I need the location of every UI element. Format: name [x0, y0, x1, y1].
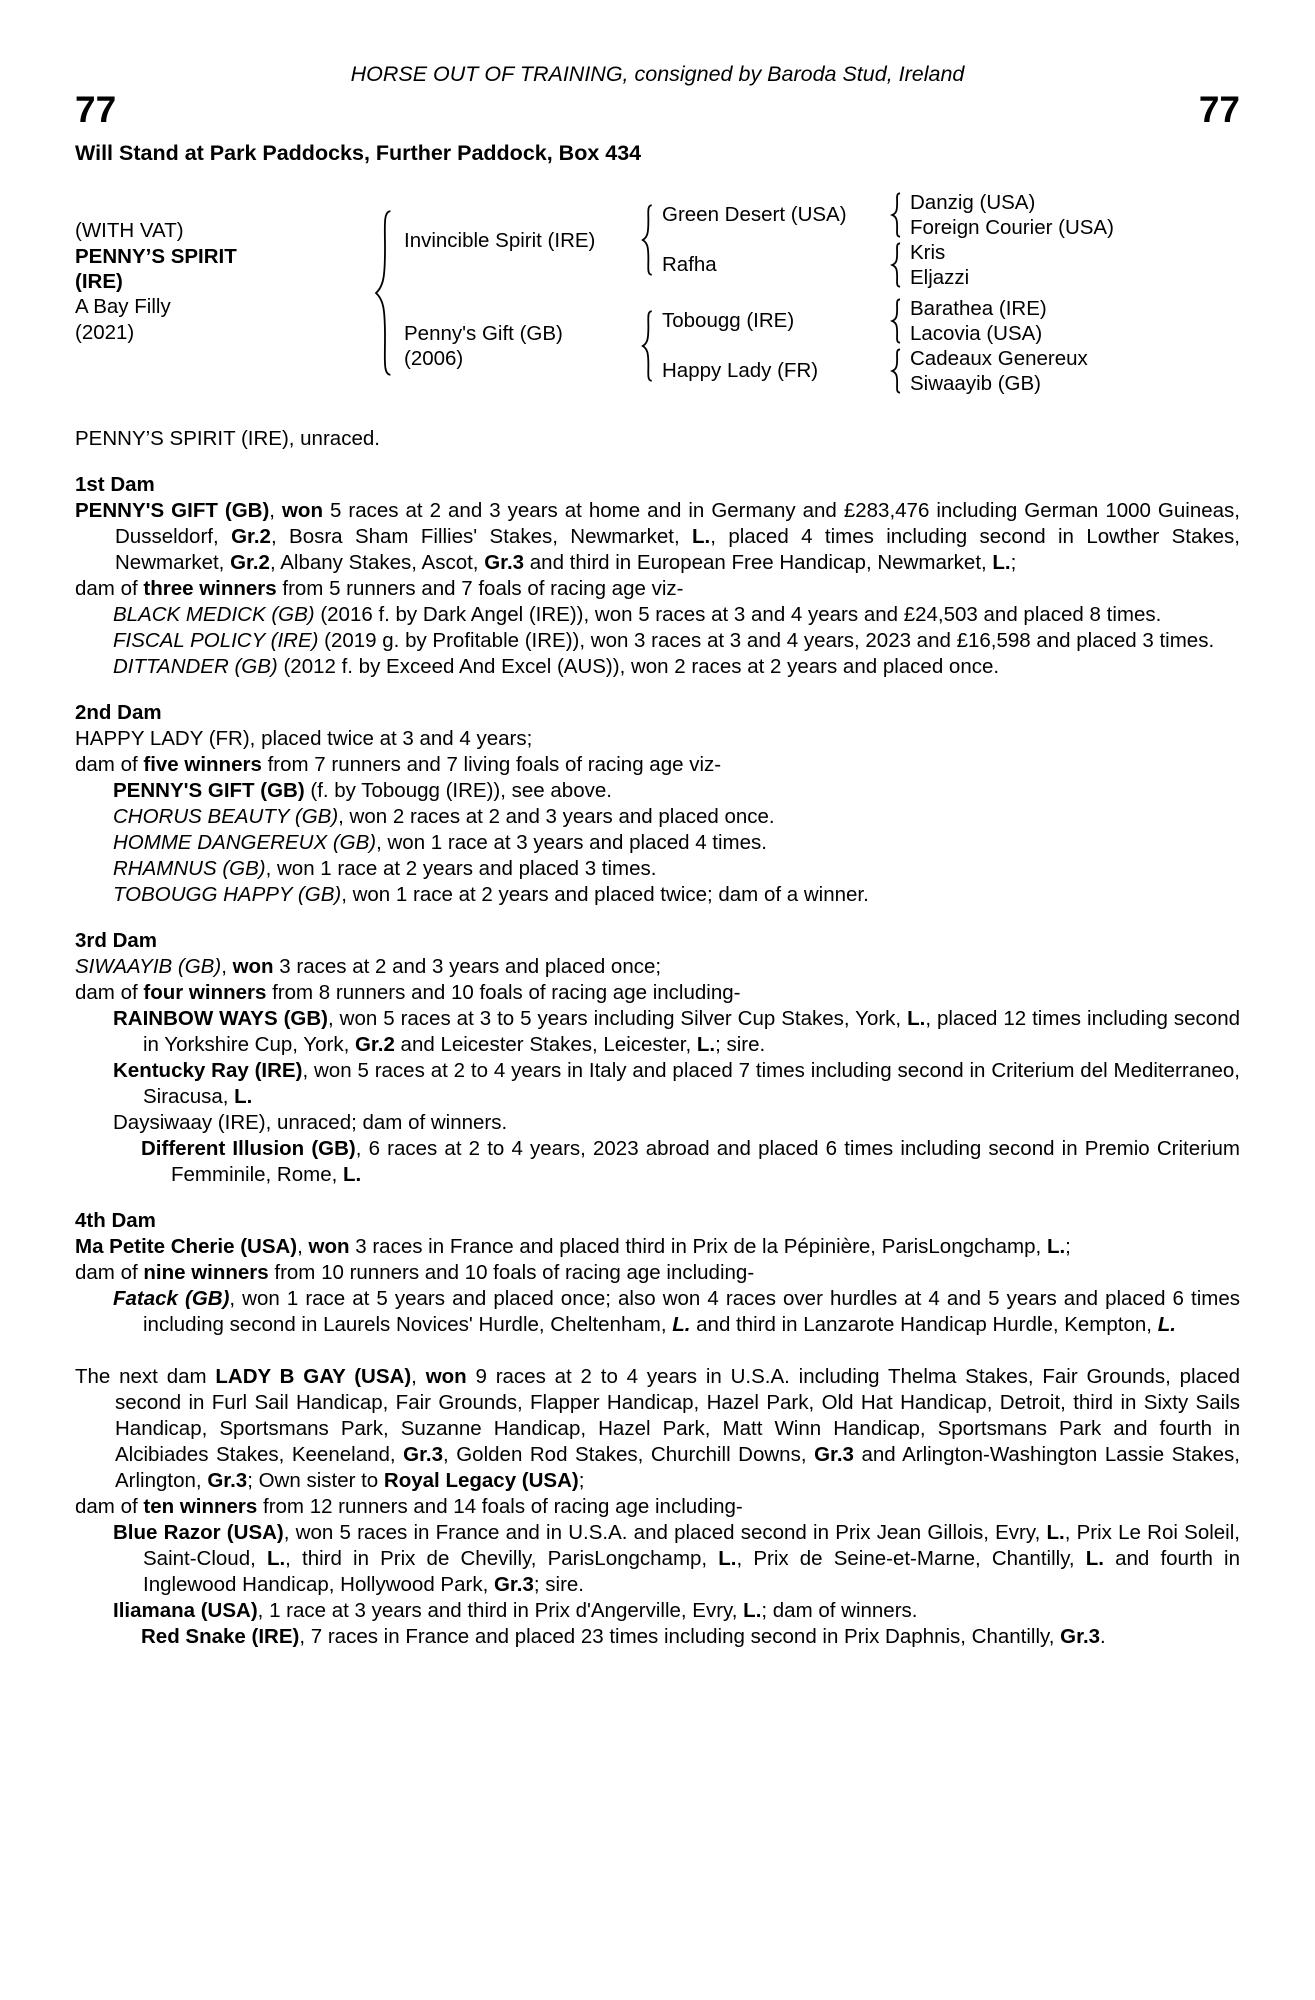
- section-heading: 1st Dam: [75, 473, 155, 496]
- text-segment: won: [281, 499, 323, 522]
- brace-icon: [370, 206, 394, 380]
- subject-name: PENNY’S SPIRIT: [75, 245, 237, 268]
- granddam-name: Rafha: [662, 253, 717, 276]
- text-segment: HAPPY LADY (FR), placed twice at 3 and 4 years;: [75, 727, 533, 750]
- great-grandparents: [902, 190, 1114, 240]
- stand-location: Will Stand at Park Paddocks, Further Paddock, Box 434: [75, 141, 642, 165]
- text-segment: Gr.2: [230, 551, 270, 574]
- text-segment: ,: [411, 1365, 426, 1388]
- dam-name-line: Penny's Gift (GB): [404, 322, 563, 345]
- catalogue-paragraph: [75, 1494, 1240, 1520]
- text-segment: ; dam of winners.: [761, 1599, 918, 1622]
- text-segment: won: [232, 955, 274, 978]
- text-segment: CHORUS BEAUTY (GB): [113, 805, 339, 828]
- text-segment: ,: [269, 499, 282, 522]
- dam-year-line: (2006): [404, 347, 464, 370]
- text-segment: BLACK MEDICK (GB): [113, 603, 315, 626]
- subject-description: A Bay Filly: [75, 295, 171, 318]
- text-segment: and Leicester Stakes, Leicester,: [394, 1033, 697, 1056]
- catalogue-paragraph: [75, 856, 1240, 882]
- catalogue-paragraph: [75, 1598, 1240, 1624]
- catalogue-paragraph: [75, 654, 1240, 680]
- text-segment: four winners: [143, 981, 267, 1004]
- granddam-block: [654, 346, 1240, 396]
- ancestor-name: Eljazzi: [910, 266, 970, 289]
- pedigree-parents: [394, 190, 1240, 396]
- text-segment: 3 races in France and placed third in Prix de la Pépinière, ParisLongchamp,: [349, 1235, 1047, 1258]
- text-segment: PENNY'S GIFT (GB): [75, 499, 270, 522]
- pedigree-subject: [75, 190, 370, 396]
- text-segment: , Golden Rod Stakes, Churchill Downs,: [443, 1443, 815, 1466]
- text-segment: Fatack (GB): [113, 1287, 230, 1310]
- text-segment: L.: [1046, 1521, 1065, 1544]
- ancestor-name: Foreign Courier (USA): [910, 216, 1114, 239]
- text-segment: dam of: [75, 981, 144, 1004]
- vat-note: (WITH VAT): [75, 219, 184, 242]
- text-segment: L.: [696, 1033, 716, 1056]
- brace-icon: [889, 242, 902, 288]
- text-segment: L.: [1085, 1547, 1104, 1570]
- catalogue-paragraph: [75, 1006, 1240, 1058]
- text-segment: ; sire.: [715, 1033, 766, 1056]
- catalogue-paragraph: [75, 602, 1240, 628]
- text-segment: (2019 g. by Profitable (IRE)), won 3 races at 3 and 4 years, 2023 and £16,598 and placed 3 times.: [318, 629, 1215, 652]
- text-segment: Red Snake (IRE): [141, 1625, 300, 1648]
- text-segment: ten winners: [143, 1495, 258, 1518]
- text-segment: Gr.3: [1060, 1625, 1101, 1648]
- text-segment: L.: [1046, 1235, 1066, 1258]
- text-segment: 5 races at 2 and 3 years at home and in Germany and £283,476 including German 1000 Guineas, Dusseldorf,: [115, 499, 1240, 548]
- text-segment: Gr.3: [403, 1443, 444, 1466]
- text-segment: ; Own sister to: [247, 1469, 384, 1492]
- text-segment: , won 1 race at 2 years and placed twice; dam of a winner.: [341, 883, 869, 906]
- text-segment: Daysiwaay (IRE), unraced; dam of winners.: [113, 1111, 508, 1134]
- catalogue-paragraph: [75, 1260, 1240, 1286]
- catalogue-paragraph: [75, 628, 1240, 654]
- great-grandparents: [902, 240, 969, 290]
- text-segment: L.: [743, 1599, 762, 1622]
- text-segment: , won 1 race at 5 years and placed once; also won 4 races over hurdles at 4 and 5 years and placed 6 times including second in Laurels Novices' Hurdle, Cheltenham,: [143, 1287, 1240, 1336]
- text-segment: Kentucky Ray (IRE): [113, 1059, 303, 1082]
- text-segment: (2012 f. by Exceed And Excel (AUS)), won 2 races at 2 years and placed once.: [277, 655, 1000, 678]
- catalogue-paragraph: [75, 576, 1240, 602]
- text-segment: L.: [692, 525, 711, 548]
- catalogue-paragraph: [75, 1520, 1240, 1598]
- text-segment: TOBOUGG HAPPY (GB): [113, 883, 342, 906]
- text-segment: ; sire.: [533, 1573, 584, 1596]
- text-segment: , Prix de Seine-et-Marne, Chantilly,: [736, 1547, 1086, 1570]
- dam-block: [394, 296, 1240, 396]
- text-segment: dam of: [75, 577, 144, 600]
- text-segment: ;: [1065, 1235, 1071, 1258]
- text-segment: , Albany Stakes, Ascot,: [269, 551, 485, 574]
- sire-grandparents: [654, 190, 1240, 290]
- text-segment: LADY B GAY (USA): [215, 1365, 412, 1388]
- text-segment: (2016 f. by Dark Angel (IRE)), won 5 races at 3 and 4 years and £24,503 and placed 8 times.: [314, 603, 1162, 626]
- brace-icon: [639, 203, 654, 277]
- text-segment: dam of: [75, 753, 144, 776]
- dam-sections-container: [75, 472, 1240, 1650]
- text-segment: , Bosra Sham Fillies' Stakes, Newmarket,: [270, 525, 693, 548]
- dam-section: [75, 472, 1240, 680]
- text-segment: PENNY'S GIFT (GB): [113, 779, 305, 802]
- text-segment: The next dam: [75, 1365, 216, 1388]
- text-segment: five winners: [143, 753, 262, 776]
- brace-icon: [889, 298, 902, 344]
- text-segment: .: [1100, 1625, 1106, 1648]
- grandsire-block: [654, 190, 1240, 240]
- text-segment: Gr.3: [207, 1469, 248, 1492]
- catalogue-paragraph: [75, 954, 1240, 980]
- text-segment: RHAMNUS (GB): [113, 857, 266, 880]
- dam-section: [75, 928, 1240, 1188]
- text-segment: , 7 races in France and placed 23 times including second in Prix Daphnis, Chantilly,: [299, 1625, 1061, 1648]
- text-segment: nine winners: [143, 1261, 269, 1284]
- text-segment: , placed 4 times including second in Lowther Stakes, Newmarket,: [115, 525, 1240, 574]
- ancestor-name: Barathea (IRE): [910, 297, 1047, 320]
- ancestor-name: Kris: [910, 241, 946, 264]
- text-segment: (f. by Tobougg (IRE)), see above.: [304, 779, 612, 802]
- catalogue-paragraph: [75, 1286, 1240, 1338]
- text-segment: L.: [1157, 1313, 1176, 1336]
- text-segment: Royal Legacy (USA): [383, 1469, 579, 1492]
- catalogue-paragraph: [75, 778, 1240, 804]
- text-segment: Ma Petite Cherie (USA): [75, 1235, 298, 1258]
- grandsire-name: Tobougg (IRE): [662, 309, 795, 332]
- text-segment: L.: [992, 551, 1011, 574]
- section-heading: 3rd Dam: [75, 929, 158, 952]
- catalogue-paragraph: [75, 1136, 1240, 1188]
- catalogue-paragraph: [75, 726, 1240, 752]
- pedigree-tree: [75, 190, 1240, 396]
- text-segment: from 7 runners and 7 living foals of racing age viz-: [261, 753, 722, 776]
- text-segment: and third in Lanzarote Handicap Hurdle, Kempton,: [690, 1313, 1158, 1336]
- text-segment: Blue Razor (USA): [113, 1521, 284, 1544]
- text-segment: won: [425, 1365, 467, 1388]
- text-segment: FISCAL POLICY (IRE): [113, 629, 319, 652]
- grandsire-block: [654, 296, 1240, 346]
- great-grandparents: [902, 346, 1088, 396]
- catalogue-paragraph: [75, 882, 1240, 908]
- text-segment: Iliamana (USA): [113, 1599, 258, 1622]
- text-segment: L.: [672, 1313, 691, 1336]
- text-segment: DITTANDER (GB): [113, 655, 278, 678]
- dam-name: [394, 321, 639, 371]
- catalogue-paragraph: [75, 1234, 1240, 1260]
- text-segment: , won 5 races at 2 to 4 years in Italy and placed 7 times including second in Criterium del Mediterraneo, Siracusa,: [143, 1059, 1241, 1108]
- granddam-name: Happy Lady (FR): [662, 359, 819, 382]
- text-segment: ,: [297, 1235, 309, 1258]
- ancestor-name: Siwaayib (GB): [910, 372, 1042, 395]
- subject-foal-year: (2021): [75, 321, 135, 344]
- text-segment: L.: [234, 1085, 253, 1108]
- catalogue-paragraph: [75, 1110, 1240, 1136]
- ancestor-name: Danzig (USA): [910, 191, 1036, 214]
- text-segment: and Arlington-Washington Lassie Stakes, Arlington,: [115, 1443, 1240, 1492]
- text-segment: Gr.2: [354, 1033, 395, 1056]
- text-segment: L.: [907, 1007, 926, 1030]
- text-segment: , won 5 races in France and in U.S.A. and placed second in Prix Jean Gillois, Evry,: [283, 1521, 1047, 1544]
- text-segment: , third in Prix de Chevilly, ParisLongchamp,: [285, 1547, 719, 1570]
- text-segment: , won 1 race at 2 years and placed 3 times.: [265, 857, 657, 880]
- section-heading: 4th Dam: [75, 1209, 156, 1232]
- catalogue-paragraph: [75, 1364, 1240, 1494]
- text-segment: , 1 race at 3 years and third in Prix d'Angerville, Evry,: [257, 1599, 744, 1622]
- great-grandparents: [902, 296, 1047, 346]
- text-segment: Different Illusion (GB): [141, 1137, 356, 1160]
- granddam-block: [654, 240, 1240, 290]
- text-segment: ;: [1010, 551, 1017, 574]
- brace-icon: [889, 348, 902, 394]
- lot-number-right: 77: [1198, 89, 1240, 130]
- text-segment: dam of: [75, 1495, 144, 1518]
- dam-section: [75, 1364, 1240, 1650]
- text-segment: from 5 runners and 7 foals of racing age viz-: [276, 577, 684, 600]
- text-segment: 3 races at 2 and 3 years and placed once;: [273, 955, 662, 978]
- catalogue-paragraph: [75, 804, 1240, 830]
- text-segment: , 6 races at 2 to 4 years, 2023 abroad and placed 6 times including second in Premio Criterium Femminile, Rome,: [171, 1137, 1240, 1186]
- sire-name: Invincible Spirit (IRE): [404, 228, 596, 252]
- text-segment: ;: [578, 1469, 585, 1492]
- text-segment: L.: [266, 1547, 286, 1570]
- text-segment: three winners: [143, 577, 277, 600]
- text-segment: , Prix Le Roi Soleil, Saint-Cloud,: [143, 1521, 1240, 1570]
- grandsire-name: Green Desert (USA): [662, 203, 847, 226]
- sire-block: [394, 190, 1240, 290]
- text-segment: from 10 runners and 10 foals of racing age including-: [268, 1261, 755, 1284]
- text-segment: , won 1 race at 3 years and placed 4 times.: [376, 831, 767, 854]
- text-segment: Gr.3: [493, 1573, 534, 1596]
- dam-grandparents: [654, 296, 1240, 396]
- catalogue-paragraph: [75, 752, 1240, 778]
- text-segment: L.: [343, 1163, 362, 1186]
- text-segment: ,: [221, 955, 233, 978]
- text-segment: 9 races at 2 to 4 years in U.S.A. including Thelma Stakes, Fair Grounds, placed second in Furl Sail Handicap, Fair Grounds, Flapper Handicap, Hazel Park, Old Hat Handicap, Detroit, third in Sixty Sails Handicap, Sportsmans Park, Suzanne Handicap, Hazel Park, Matt Winn Handicap, Sportsmans Park and fourth in Alcibiades Stakes, Keeneland,: [115, 1365, 1240, 1466]
- brace-icon: [889, 192, 902, 238]
- text-segment: Gr.3: [814, 1443, 854, 1466]
- text-segment: HOMME DANGEREUX (GB): [113, 831, 377, 854]
- catalogue-paragraph: [75, 1058, 1240, 1110]
- race-record: PENNY’S SPIRIT (IRE), unraced.: [75, 427, 380, 450]
- catalogue-paragraph: [75, 830, 1240, 856]
- section-heading: 2nd Dam: [75, 701, 162, 724]
- text-segment: from 12 runners and 14 foals of racing age including-: [257, 1495, 743, 1518]
- consignment-note: HORSE OUT OF TRAINING, consigned by Baroda Stud, Ireland: [350, 62, 965, 86]
- text-segment: RAINBOW WAYS (GB): [113, 1007, 329, 1030]
- text-segment: won: [308, 1235, 350, 1258]
- text-segment: and third in European Free Handicap, Newmarket,: [524, 551, 993, 574]
- text-segment: dam of: [75, 1261, 144, 1284]
- lot-number-left: 77: [75, 89, 117, 130]
- text-segment: , placed 12 times including second in Yorkshire Cup, York,: [143, 1007, 1240, 1056]
- text-segment: Gr.3: [484, 551, 525, 574]
- ancestor-name: Cadeaux Genereux: [910, 347, 1088, 370]
- text-segment: Gr.2: [231, 525, 271, 548]
- subject-name-suffix: (IRE): [75, 270, 123, 293]
- text-segment: L.: [718, 1547, 737, 1570]
- ancestor-name: Lacovia (USA): [910, 322, 1043, 345]
- text-segment: and fourth in Inglewood Handicap, Hollywood Park,: [143, 1547, 1240, 1596]
- text-segment: , won 5 races at 3 to 5 years including Silver Cup Stakes, York,: [328, 1007, 908, 1030]
- brace-icon: [639, 309, 654, 383]
- text-segment: , won 2 races at 2 and 3 years and placed once.: [338, 805, 775, 828]
- dam-section: [75, 1208, 1240, 1338]
- lot-number-row: [75, 90, 1240, 132]
- text-segment: from 8 runners and 10 foals of racing age including-: [266, 981, 741, 1004]
- text-segment: SIWAAYIB (GB): [75, 955, 222, 978]
- catalogue-paragraph: [75, 980, 1240, 1006]
- catalogue-paragraph: [75, 1624, 1240, 1650]
- catalogue-paragraph: [75, 498, 1240, 576]
- dam-section: [75, 700, 1240, 908]
